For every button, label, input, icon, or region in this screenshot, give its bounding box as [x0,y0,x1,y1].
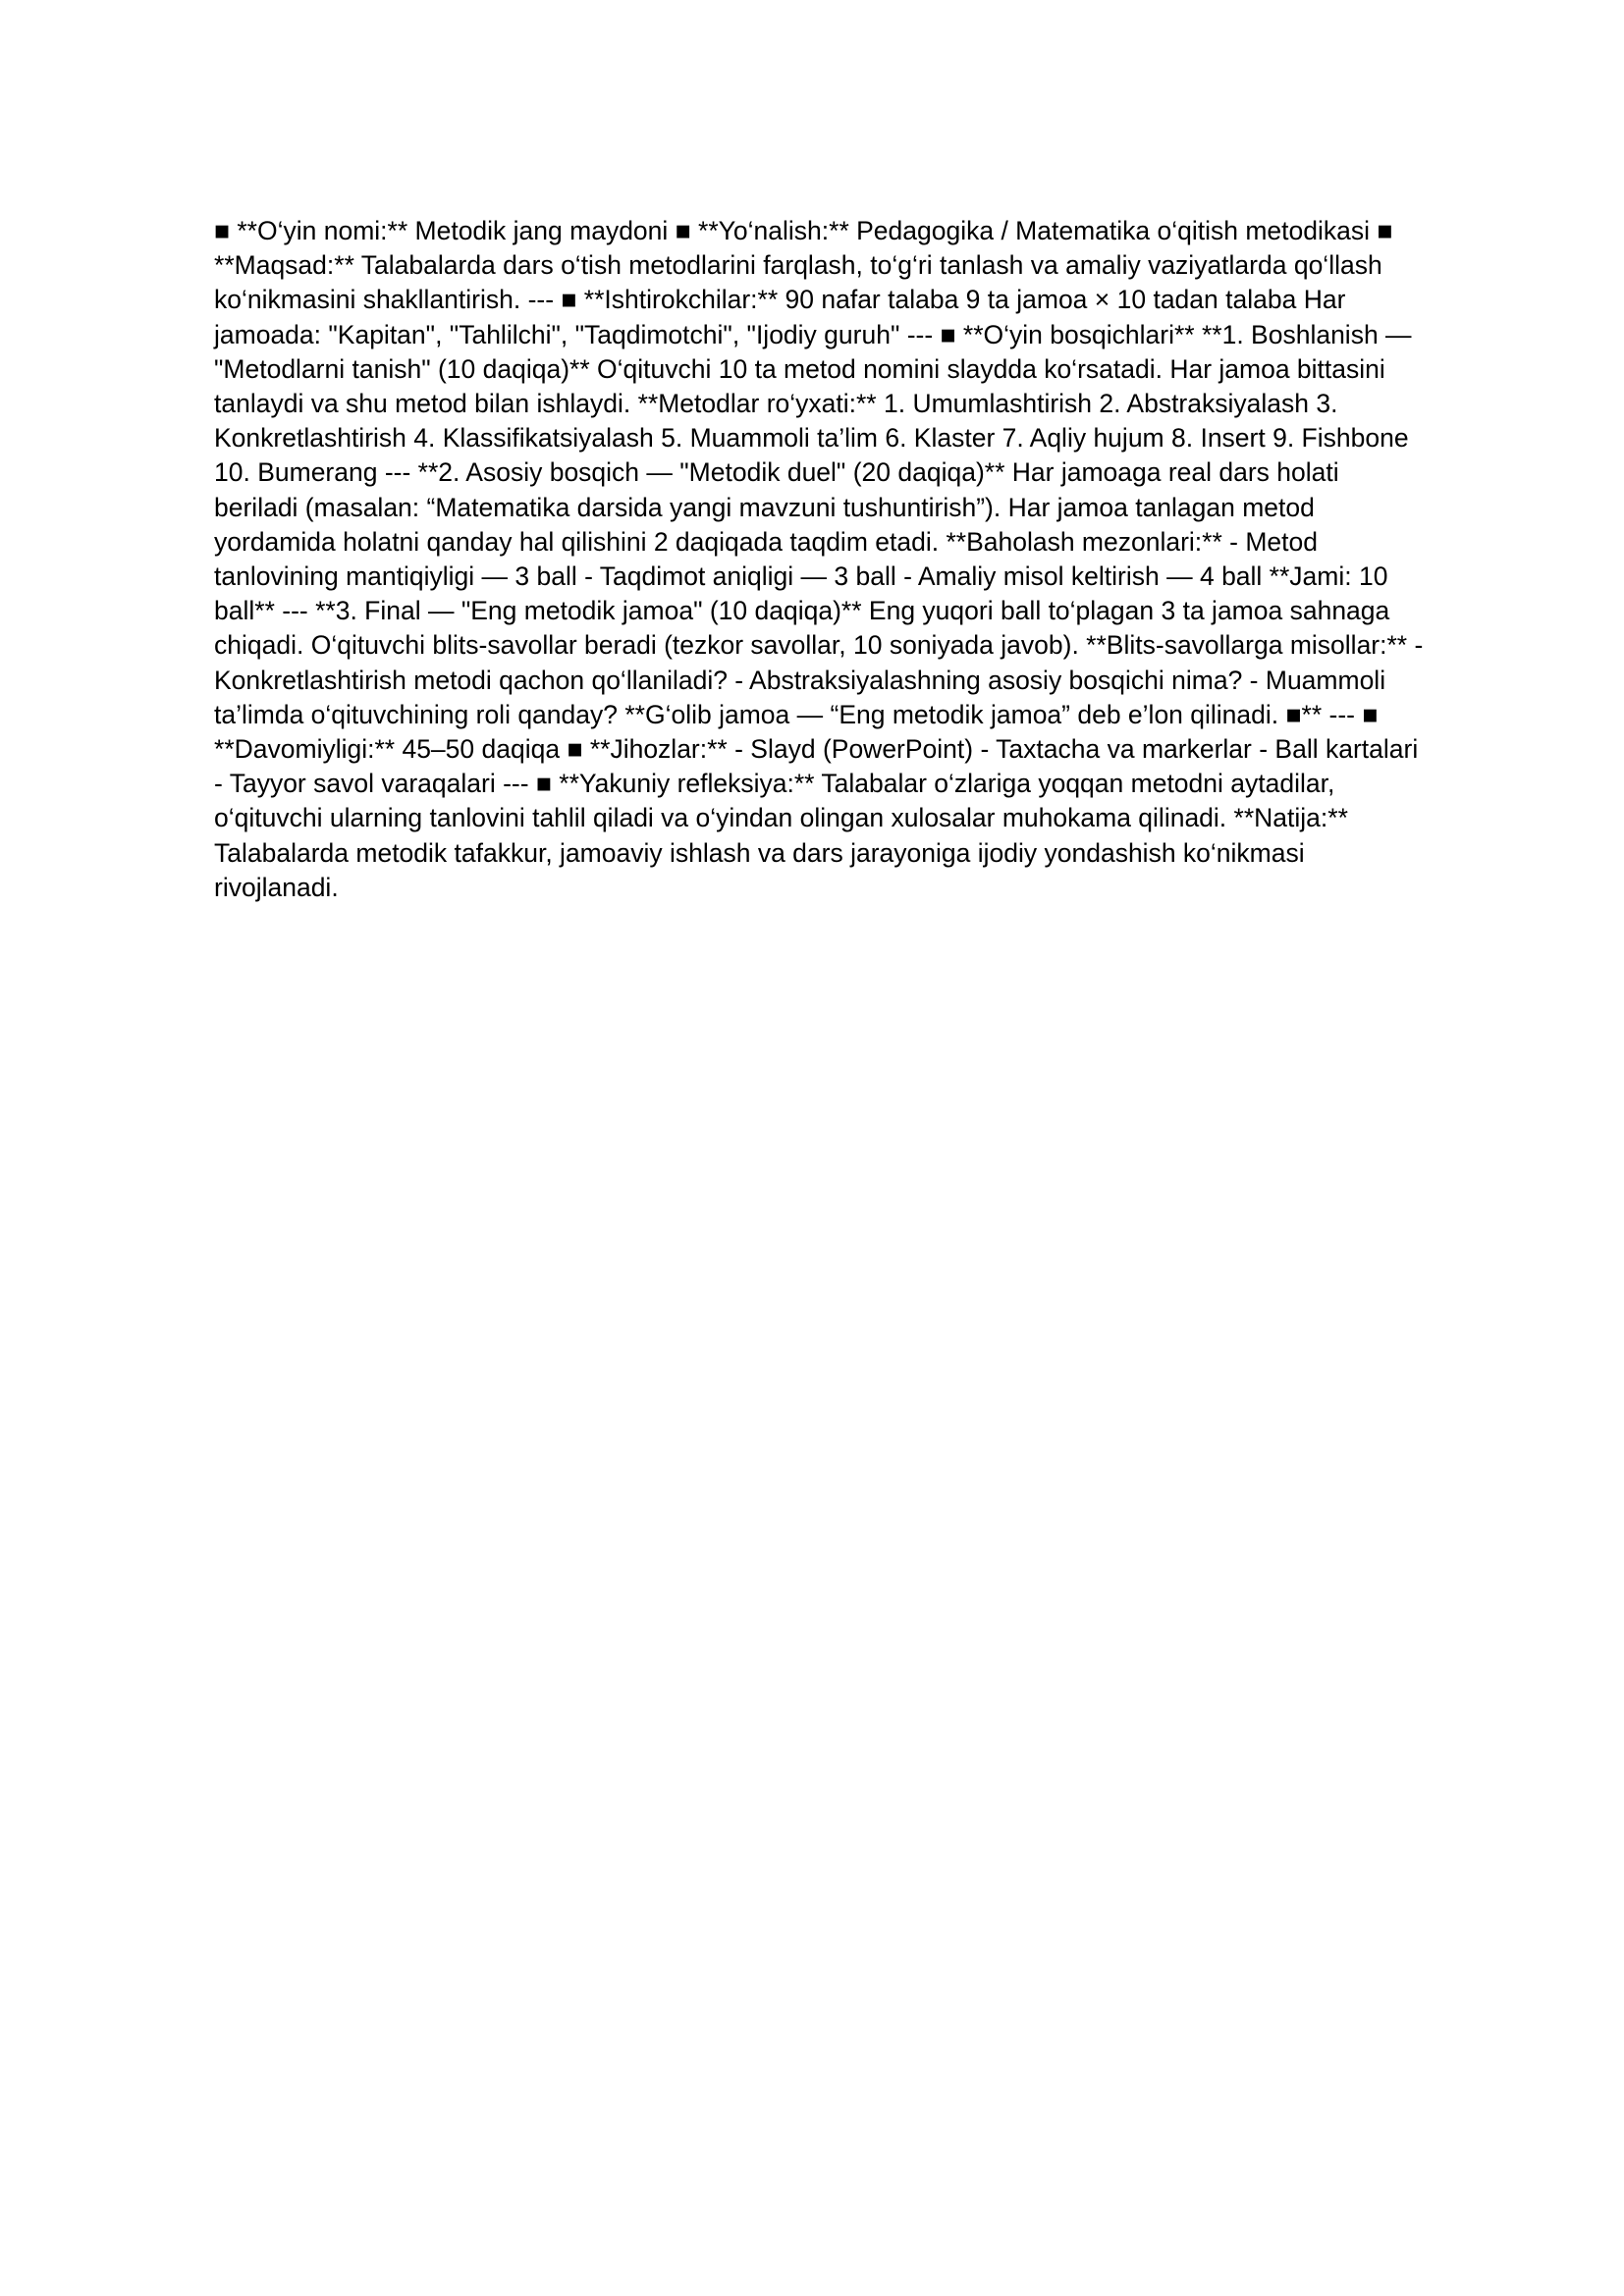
document-body-text: ■ **O‘yin nomi:** Metodik jang maydoni ■ **Yo‘nalish:** Pedagogika / Matematika o‘qitish metodikasi ■ **Maqsad:** Talabalarda dars o‘tish metodlarini farqlash, to‘g‘ri tanlash va amaliy vaziyatlarda qo‘llash ko‘nikmasini shakllantirish. --- ■ **Ishtirokchilar:** 90 nafar talaba 9 ta jamoa × 10 tadan talaba Har jamoada: "Kapitan", "Tahlilchi", "Taqdimotchi", "Ijodiy guruh" --- ■ **O‘yin bosqichlari** **1. Boshlanish — "Metodlarni tanish" (10 daqiqa)** O‘qituvchi 10 ta metod nomini slaydda ko‘rsatadi. Har jamoa bittasini tanlaydi va shu metod bilan ishlaydi. **Metodlar ro‘yxati:** 1. Umumlashtirish 2. Abstraksiyalash 3. Konkretlashtirish 4. Klassifikatsiyalash 5. Muammoli ta’lim 6. Klaster 7. Aqliy hujum 8. Insert 9. Fishbone 10. Bumerang --- **2. Asosiy bosqich — "Metodik duel" (20 daqiqa)** Har jamoaga real dars holati beriladi (masalan: “Matematika darsida yangi mavzuni tushuntirish”). Har jamoa tanlagan metod yordamida holatni qanday hal qilishini 2 daqiqada taqdim etadi. **Baholash mezonlari:** - Metod tanlovining mantiqiyligi — 3 ball - Taqdimot aniqligi — 3 ball - Amaliy misol keltirish — 4 ball **Jami: 10 ball** --- **3. Final — "Eng metodik jamoa" (10 daqiqa)** Eng yuqori ball to‘plagan 3 ta jamoa sahnaga chiqadi. O‘qituvchi blits-savollar beradi (tezkor savollar, 10 soniyada javob). **Blits-savollarga misollar:** - Konkretlashtirish metodi qachon qo‘llaniladi? - Abstraksiyalashning asosiy bosqichi nima? - Muammoli ta’limda o‘qituvchining roli qanday? **G‘olib jamoa — “Eng metodik jamoa” deb e’lon qilinadi. ■** --- ■ **Davomiyligi:** 45–50 daqiqa ■ **Jihozlar:** - Slayd (PowerPoint) - Taxtacha va markerlar - Ball kartalari - Tayyor savol varaqalari --- ■ **Yakuniy refleksiya:** Talabalar o‘zlariga yoqqan metodni aytadilar, o‘qituvchi ularning tanlovini tahlil qiladi va o‘yindan olingan xulosalar muhokama qilinadi. **Natija:** Talabalarda metodik tafakkur, jamoaviy ishlash va dars jarayoniga ijodiy yondashish ko‘nikmasi rivojlanadi. [214,216,1424,902]
